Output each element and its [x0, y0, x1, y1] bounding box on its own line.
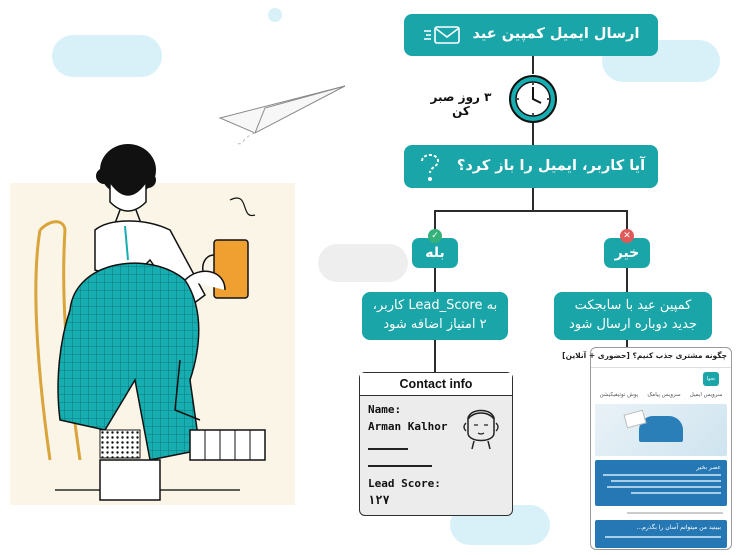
nav-email-service: سرویس ایمیل	[689, 392, 723, 398]
edge-yes-action-to-card	[434, 340, 436, 372]
nav-push-service: پوش نوتیفیکیشن	[599, 392, 639, 398]
edge-question-down	[532, 188, 534, 210]
no-action-node	[554, 292, 712, 340]
edge-wait-to-question	[532, 123, 534, 145]
email-hero-image	[595, 404, 727, 456]
no-action-line2: جدید دوباره ارسال شود	[568, 317, 698, 332]
email-body-block	[595, 460, 727, 506]
text-line	[611, 480, 721, 482]
clock-icon	[507, 73, 559, 125]
contact-name-value: Arman Kalhor	[368, 420, 448, 433]
text-line	[631, 492, 721, 494]
email-preview-phone	[562, 347, 732, 550]
question-label: آیا کاربر، ایمیل را باز کرد؟	[456, 157, 646, 174]
envelope-icon	[423, 25, 461, 45]
contact-info-card	[359, 372, 513, 516]
yes-action-node	[362, 292, 508, 340]
email-subject: چگونه مشتری جذب کنیم؟ [حضوری + آنلاین]	[591, 348, 731, 368]
contact-name-label: Name:	[368, 403, 402, 416]
decor-blob	[318, 244, 408, 282]
text-line	[607, 486, 721, 488]
edge-send-to-wait	[532, 56, 534, 74]
email-cta-text: ببینید من میتوانم آسان را بگذرم...	[636, 524, 721, 531]
nav-sms-service: سرویس پیامک	[647, 392, 681, 398]
text-line	[603, 474, 721, 476]
edge-no-to-action	[626, 268, 628, 292]
send-email-label: ارسال ایمیل کمپین عید	[472, 26, 640, 43]
check-icon: ✓	[428, 229, 442, 243]
edge-yes-to-action	[434, 268, 436, 292]
yes-node: بله	[412, 238, 458, 268]
text-line	[605, 536, 721, 538]
lead-score-label: Lead Score:	[368, 477, 441, 490]
decor-blob	[52, 35, 162, 77]
decor-blob	[268, 8, 282, 22]
email-logo: نجوا	[703, 372, 719, 386]
email-cta-block	[595, 520, 727, 548]
yes-action-line1: به Lead_Score کاربر،	[372, 298, 498, 314]
wait-label: ۳ روز صبر کن	[430, 90, 492, 118]
contact-card-title: Contact info	[360, 373, 512, 396]
edge-branch-bar	[434, 210, 628, 212]
no-action-line1: کمپین عید با سابجکت	[574, 298, 692, 314]
email-nav	[595, 392, 727, 398]
question-icon	[417, 151, 443, 183]
divider	[368, 465, 432, 467]
avatar	[460, 403, 502, 455]
x-icon: ✕	[620, 229, 634, 243]
paper-plane-icon	[215, 78, 350, 148]
yes-action-line2: ۲ امتیاز اضافه شود	[383, 317, 487, 332]
lead-score-value: ۱۲۷	[368, 493, 390, 507]
no-node: خیر	[604, 238, 650, 268]
text-line	[627, 512, 723, 514]
edge-no-action-to-preview	[626, 340, 628, 347]
woman-with-coffee-illustration	[0, 130, 300, 510]
send-email-node	[404, 14, 658, 56]
question-node	[404, 145, 658, 188]
email-greeting: عصر بخیر	[696, 464, 721, 471]
divider	[368, 448, 408, 450]
